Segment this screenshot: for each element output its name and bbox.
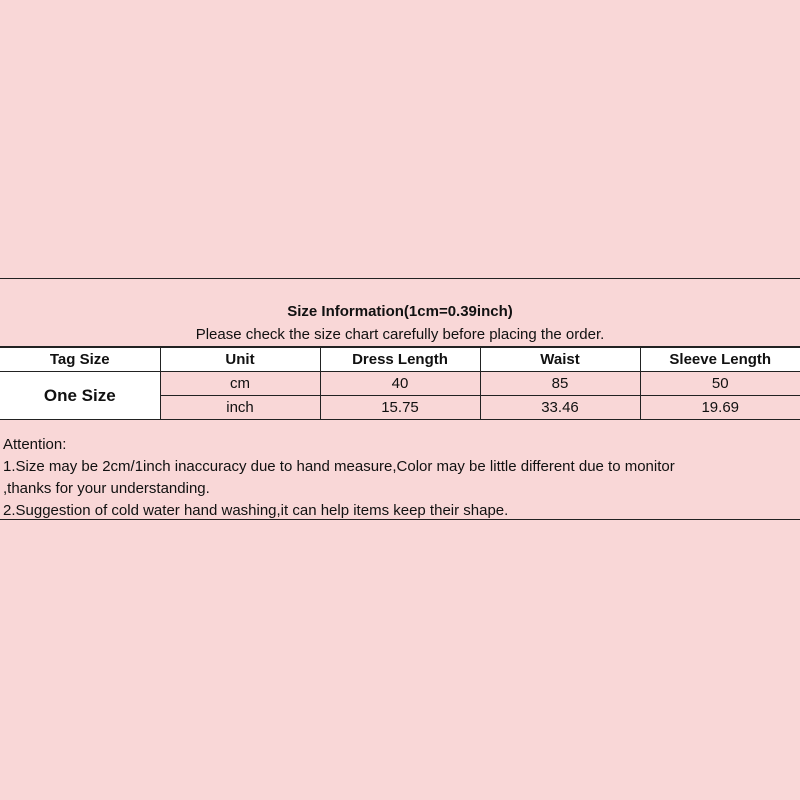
size-chart — [0, 278, 800, 520]
dress-length-cell: 40 — [320, 372, 480, 396]
column-header-unit: Unit — [160, 348, 320, 372]
column-header-tag-size: Tag Size — [0, 348, 160, 372]
notes-line: 2.Suggestion of cold water hand washing,it can help items keep their shape. — [3, 502, 509, 519]
attention-notes — [3, 434, 798, 522]
column-header-waist: Waist — [480, 348, 640, 372]
table-row — [0, 372, 800, 396]
size-chart-header — [0, 279, 800, 347]
sleeve-length-cell: 50 — [640, 372, 800, 396]
column-header-sleeve-length: Sleeve Length — [640, 348, 800, 372]
notes-heading: Attention: — [3, 436, 67, 453]
waist-cell: 85 — [480, 372, 640, 396]
column-header-dress-length: Dress Length — [320, 348, 480, 372]
size-chart-subtitle: Please check the size chart carefully before placing the order. — [195, 326, 605, 343]
size-chart-title: Size Information(1cm=0.39inch) — [287, 303, 513, 320]
dress-length-cell: 15.75 — [320, 396, 480, 420]
sleeve-length-cell: 19.69 — [640, 396, 800, 420]
waist-cell: 33.46 — [480, 396, 640, 420]
size-table — [0, 347, 800, 420]
notes-line: 1.Size may be 2cm/1inch inaccuracy due to hand measure,Color may be little different due to monitor — [3, 458, 675, 475]
notes-line: ,thanks for your understanding. — [3, 480, 210, 497]
unit-cell: inch — [160, 396, 320, 420]
unit-cell: cm — [160, 372, 320, 396]
tag-size-cell: One Size — [0, 372, 160, 420]
table-header-row — [0, 348, 800, 372]
